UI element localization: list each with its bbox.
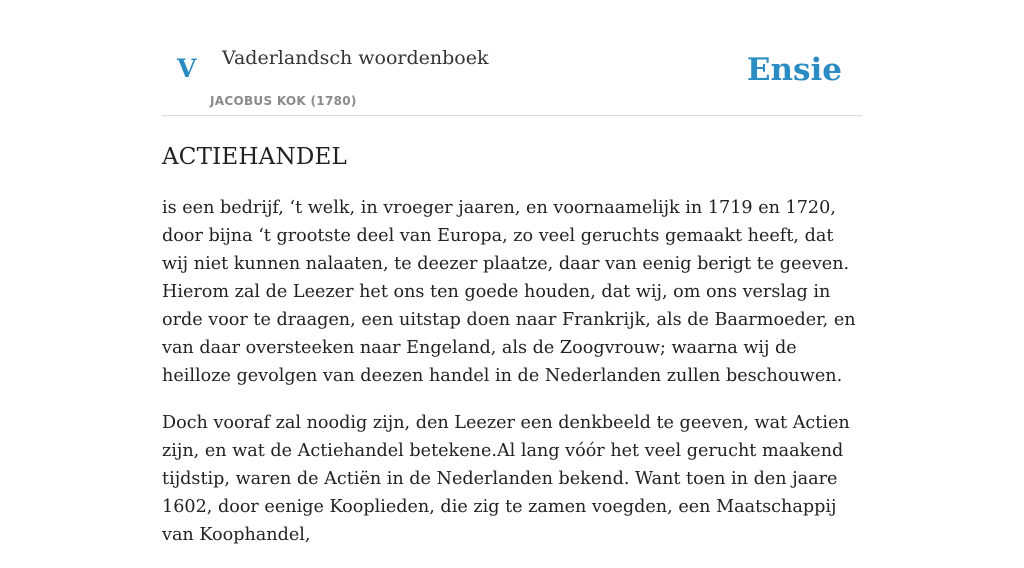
entry-paragraph: is een bedrijf, ‘t welk, in vroeger jaaren, en voornaamelijk in 1719 en 1720, door bijna ‘t grootste deel van Europa, zo veel geruchts gemaakt heeft, dat wij niet kunnen nalaaten, te deezer plaatze, daar van eenig berigt te geeven. Hierom zal de Leezer het ons ten goede houden, dat wij, om ons verslag in orde voor te draagen, een uitstap doen naar Frankrijk, als de Baarmoeder, en van daar oversteeken naar Engeland, als de Zoogvrouw; waarna wij de heilloze gevolgen van deezen handel in de Nederlanden zullen beschouwen.: [162, 198, 856, 386]
ensie-logo-link[interactable]: Ensie: [746, 52, 842, 88]
entry-paragraph: Doch vooraf zal noodig zijn, den Leezer een denkbeeld te geeven, wat Actien zijn, en wat de Actiehandel betekene.Al lang vóór het veel gerucht maakend tijdstip, waren de Actiën in de Nederlanden bekend. Want toen in den jaare 1602, door eenige Kooplieden, die zig te zamen voegden, een Maatschappij van Koophandel,: [162, 413, 850, 545]
dictionary-logo-icon[interactable]: V: [177, 54, 197, 83]
entry-title: ACTIEHANDEL: [162, 144, 347, 170]
dictionary-title-link[interactable]: Vaderlandsch woordenboek: [222, 47, 489, 69]
content-container: [162, 0, 862, 568]
entry-body: [162, 194, 862, 549]
dictionary-author: JACOBUS KOK (1780): [210, 94, 357, 108]
site-header: [162, 0, 862, 116]
